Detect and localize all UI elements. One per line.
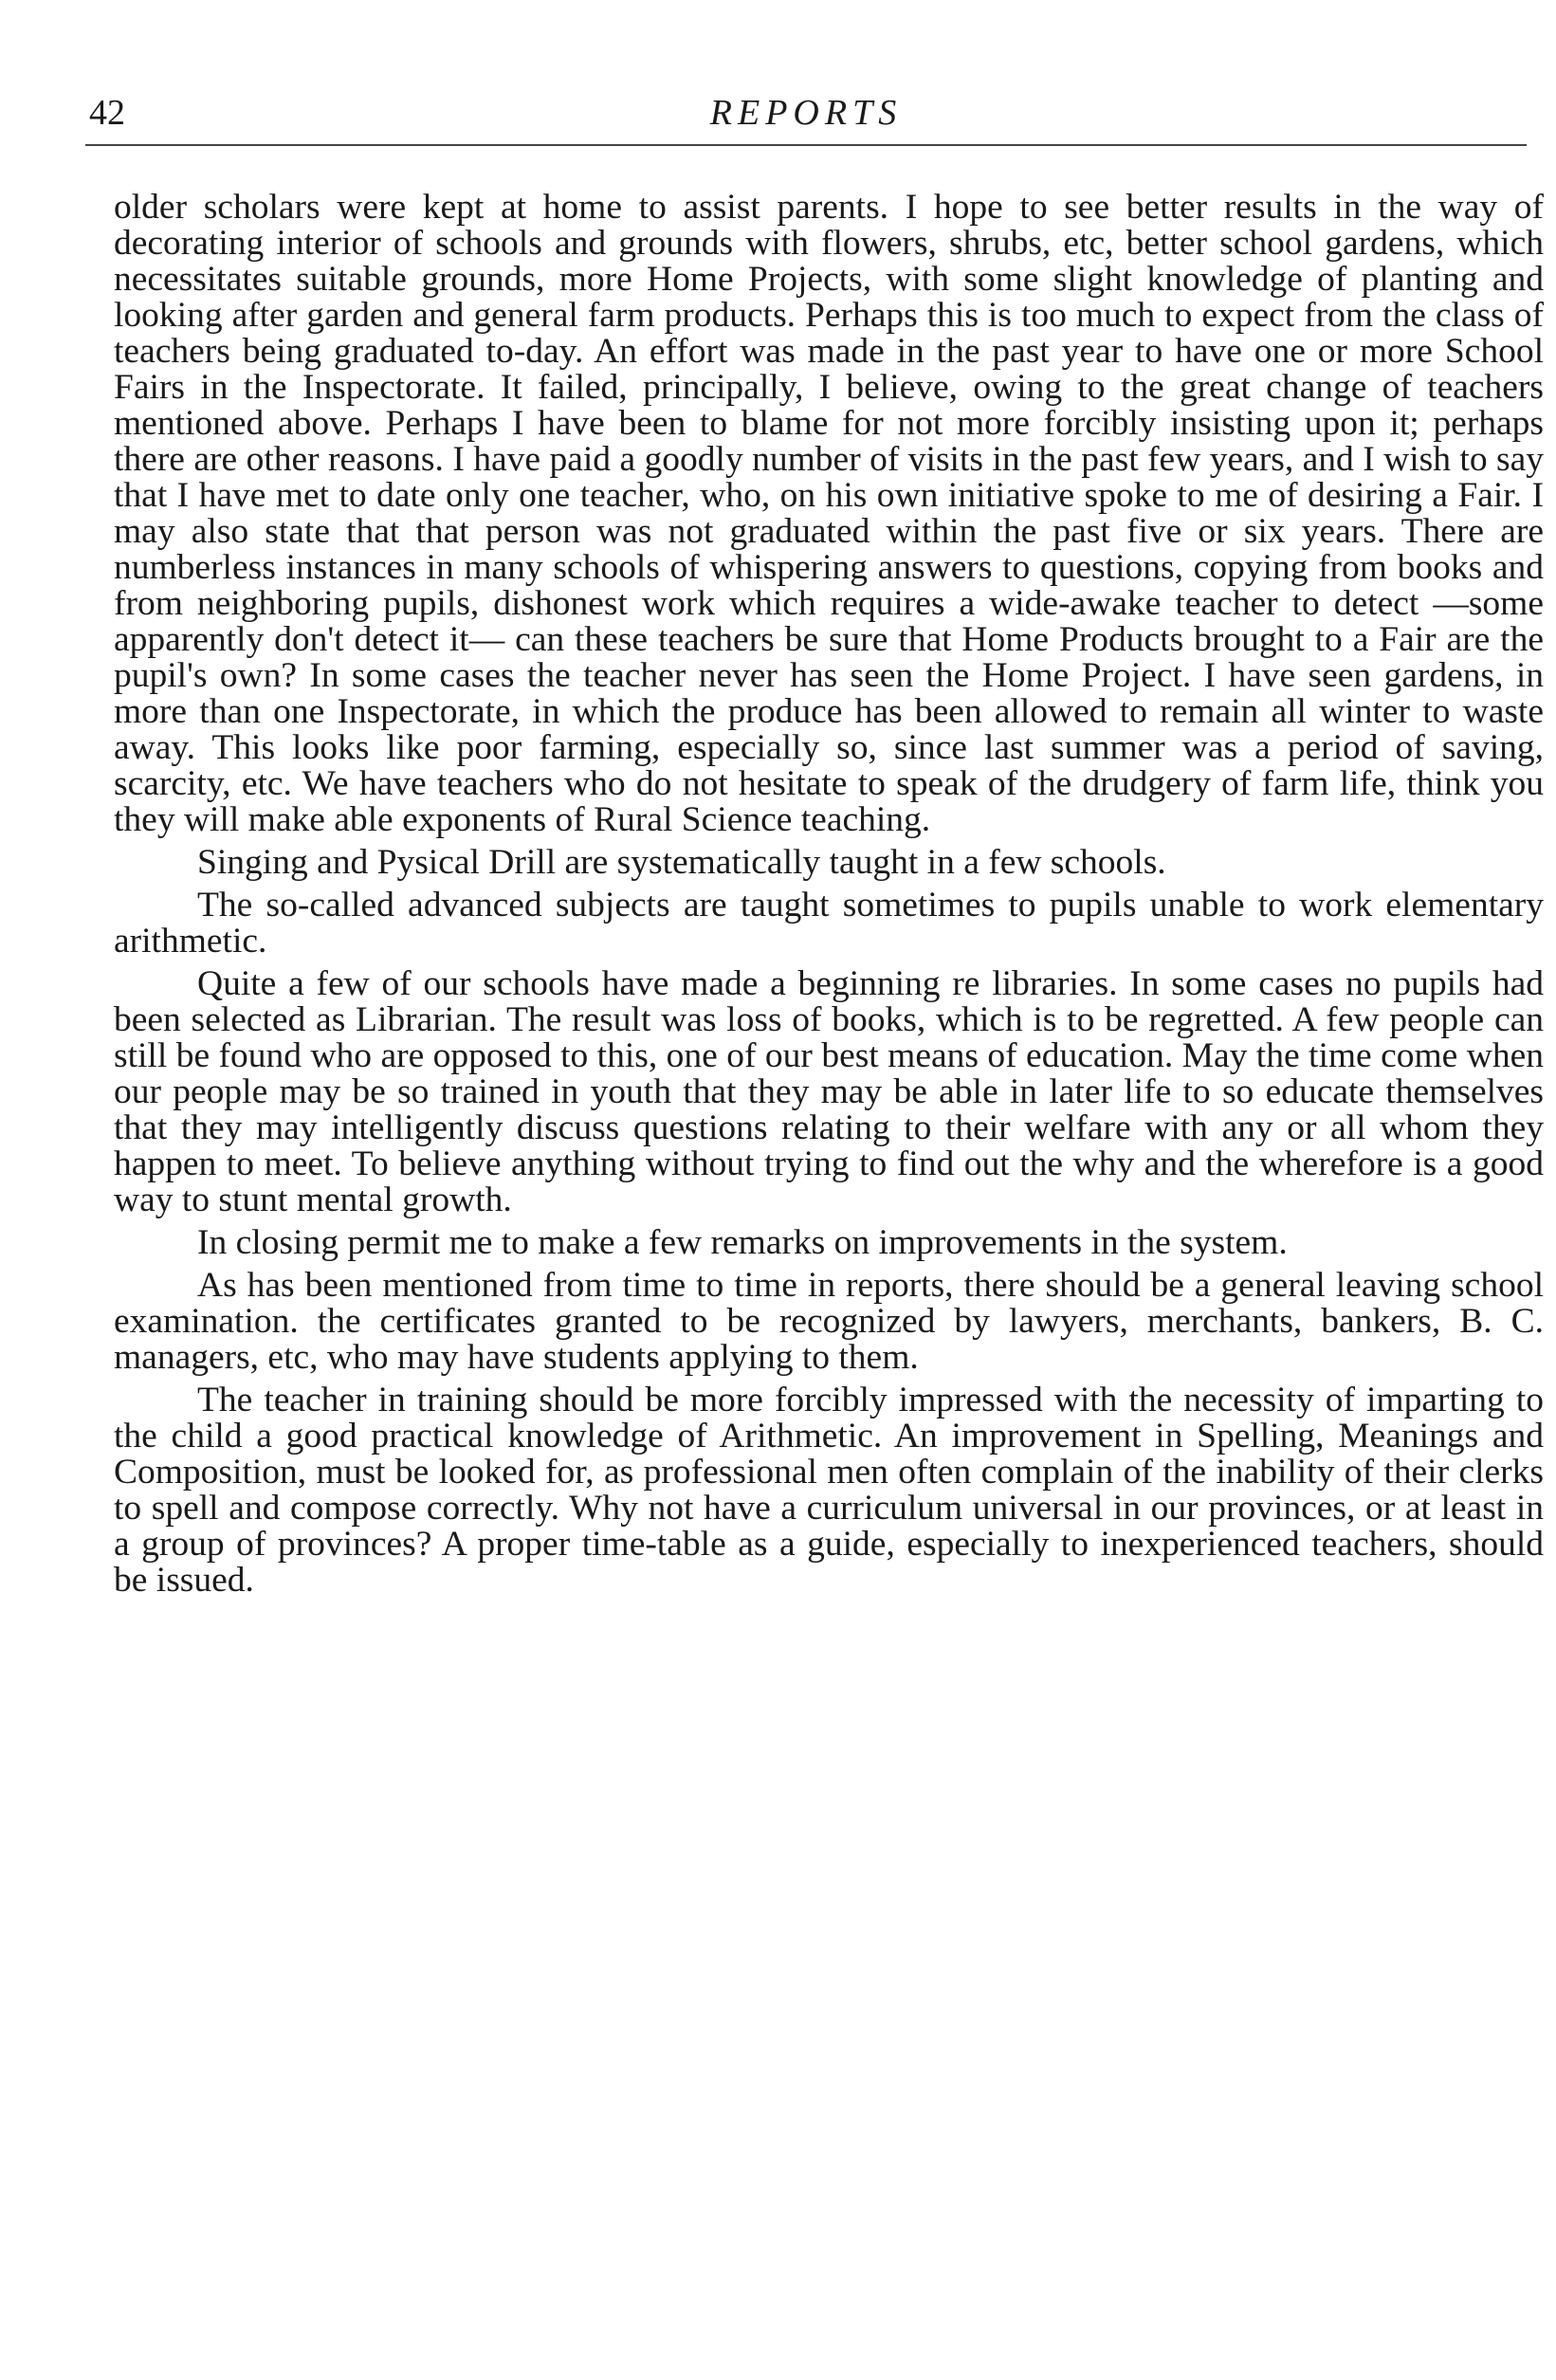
paragraph-teacher-training: The teacher in training should be more forcibly impressed with the necessity of imparting to the child a good practical knowledge of Arithmetic. An improvement in Spelling, Meanings and Composition, must be looked for, as professional men often complain of the inability of their clerks to spell and compose correctly. Why not have a curriculum universal in our provinces, or at least in a group of provinces? A proper time-table as a guide, especially to inexperienced teachers, should be issued. xyxy=(114,1381,1544,1600)
page-number: 42 xyxy=(89,93,125,133)
paragraph-singing-drill: Singing and Pysical Drill are systematically taught in a few schools. xyxy=(197,843,1166,882)
body-text xyxy=(114,190,1544,1605)
paragraph-advanced-subjects: The so-called advanced subjects are taught sometimes to pupils unable to work elementary arithmetic. xyxy=(114,886,1544,961)
paragraph-leaving-exam: As has been mentioned from time to time in reports, there should be a general leaving school examination. the certificates granted to be recognized by lawyers, merchants, bankers, B. C. managers, etc, who may have students applying to them. xyxy=(114,1266,1544,1377)
header-rule xyxy=(85,144,1527,146)
running-title: REPORTS xyxy=(709,93,903,133)
page-header xyxy=(85,95,1527,152)
paragraph-closing: In closing permit me to make a few remarks on improvements in the system. xyxy=(197,1223,1288,1262)
paragraph-continued: older scholars were kept at home to assist parents. I hope to see better results in the way of decorating interior of schools and grounds with flowers, shrubs, etc, better school gardens, which necessitates suitable grounds, more Home Projects, with some slight knowledge of planting and looking after garden and general farm products. Perhaps this is too much to expect from the class of teachers being graduated to-day. An effort was made in the past year to have one or more School Fairs in the Inspectorate. It failed, principally, I believe, owing to the great change of teachers mentioned above. Perhaps I have been to blame for not more forcibly insisting upon it; perhaps there are other reasons. I have paid a goodly number of visits in the past few years, and I wish to say that I have met to date only one teacher, who, on his own initiative spoke to me of desiring a Fair. I may also state that that person was not graduated within the past five or six years. There are numberless instances in many schools of whispering answers to questions, copying from books and from neighboring pupils, dishonest work which requires a wide-awake teacher to detect —some apparently don't detect it— can these teachers be sure that Home Products brought to a Fair are the pupil's own? In some cases the teacher never has seen the Home Project. I have seen gardens, in more than one Inspectorate, in which the produce has been allowed to remain all winter to waste away. This looks like poor farming, especially so, since last summer was a period of saving, scarcity, etc. We have teachers who do not hesitate to speak of the drudgery of farm life, think you they will make able exponents of Rural Science teaching. xyxy=(114,188,1544,839)
paragraph-libraries: Quite a few of our schools have made a beginning re libraries. In some cases no pupils had been selected as Librarian. The result was loss of books, which is to be regretted. A few people can still be found who are opposed to this, one of our best means of education. May the time come when our people may be so trained in youth that they may be able in later life to so educate themselves that they may intelligently discuss questions relating to their welfare with any or all whom they happen to meet. To believe anything without trying to find out the why and the wherefore is a good way to stunt mental growth. xyxy=(114,964,1544,1219)
